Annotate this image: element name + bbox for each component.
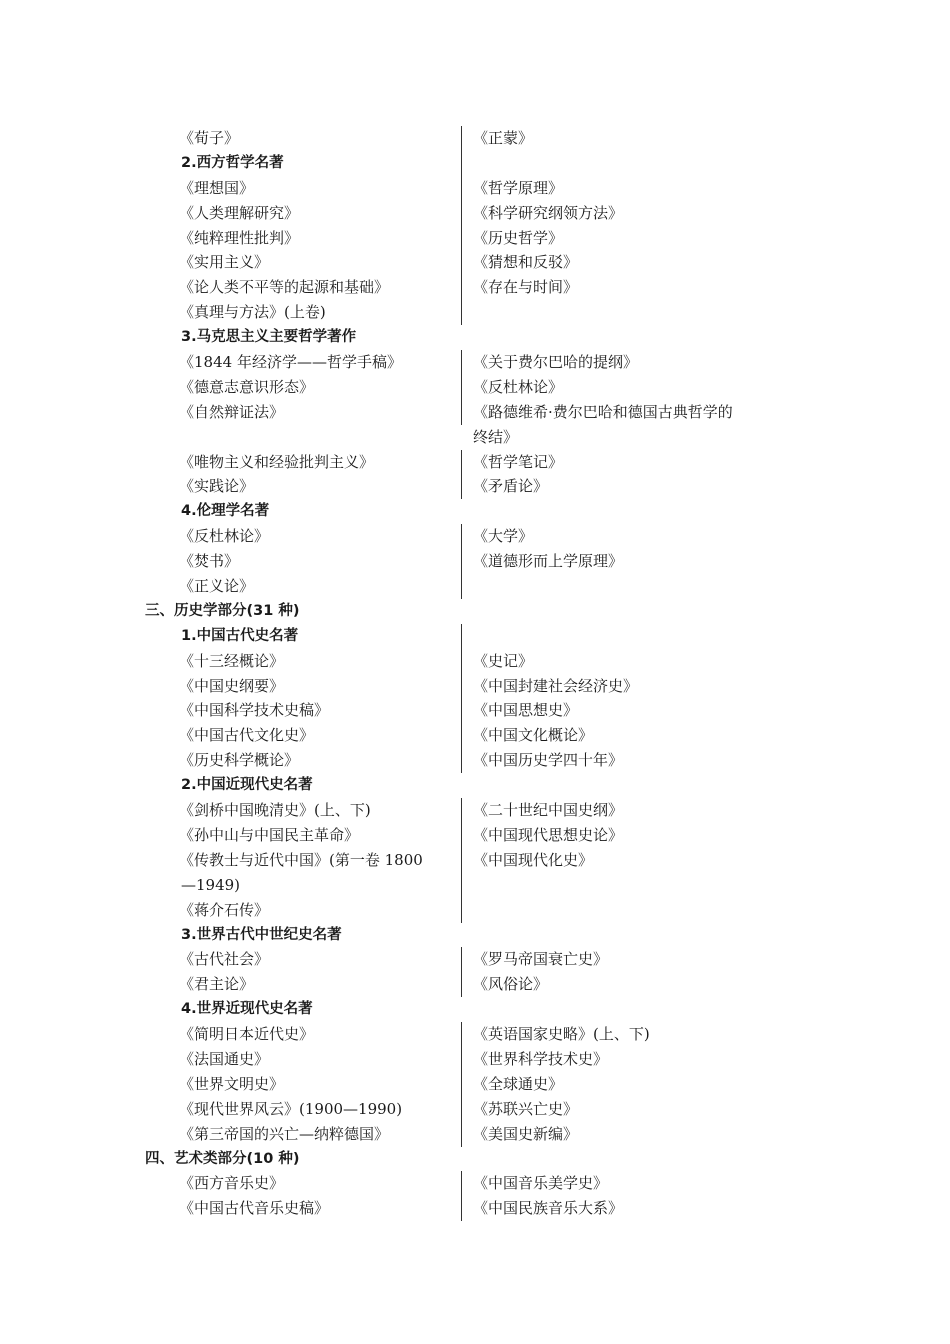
book-title-right: 《反杜林论》 xyxy=(473,377,564,396)
book-title-left: 《现代世界风云》(1900—1990) xyxy=(179,1099,403,1118)
book-title-left: 《蒋介石传》 xyxy=(179,900,270,919)
book-title-left: 《荀子》 xyxy=(179,129,240,147)
book-title-left: 《第三帝国的兴亡—纳粹德国》 xyxy=(179,1124,390,1143)
column-divider xyxy=(461,250,462,275)
column-divider xyxy=(461,723,462,748)
book-title-right: 《哲学原理》 xyxy=(473,178,564,197)
list-row xyxy=(0,1147,950,1172)
book-title-right: 《世界科学技术史》 xyxy=(473,1049,609,1068)
book-title-right: 《英语国家史略》(上、下) xyxy=(473,1025,650,1044)
section-heading: 四、艺术类部分(10 种) xyxy=(145,1150,300,1167)
list-row xyxy=(0,549,950,574)
column-divider xyxy=(461,176,462,201)
book-title-left: 《君主论》 xyxy=(179,975,255,994)
book-title-right: 《矛盾论》 xyxy=(473,477,549,496)
list-row xyxy=(0,823,950,848)
column-divider xyxy=(461,201,462,226)
column-divider xyxy=(461,898,462,923)
list-row xyxy=(0,474,950,499)
book-title-right: 《中国现代化史》 xyxy=(473,850,594,869)
book-title-right: 《存在与时间》 xyxy=(473,278,579,297)
book-title-left: 《唯物主义和经验批判主义》 xyxy=(179,452,375,471)
book-title-left: 《实用主义》 xyxy=(179,253,270,272)
column-divider xyxy=(461,1122,462,1147)
list-row xyxy=(0,723,950,748)
column-divider xyxy=(461,524,462,549)
list-row xyxy=(0,425,950,450)
list-row xyxy=(0,972,950,997)
list-row xyxy=(0,997,950,1022)
column-divider xyxy=(461,674,462,699)
list-row xyxy=(0,499,950,524)
list-row xyxy=(0,1196,950,1221)
book-title-right: 《美国史新编》 xyxy=(473,1124,579,1143)
book-title-left: 《理想国》 xyxy=(179,178,255,197)
list-row xyxy=(0,250,950,275)
list-row xyxy=(0,350,950,375)
list-row xyxy=(0,574,950,599)
book-title-left: 《中国史纲要》 xyxy=(179,676,285,695)
book-title-left: 《中国古代音乐史稿》 xyxy=(179,1199,330,1218)
book-title-right: 《历史哲学》 xyxy=(473,228,564,247)
book-title-right: 《中国文化概论》 xyxy=(473,726,594,745)
column-divider xyxy=(461,972,462,997)
book-title-right: 《中国现代思想史论》 xyxy=(473,825,624,844)
list-row xyxy=(0,773,950,798)
book-title-left: —1949) xyxy=(181,875,241,894)
book-title-left: 《人类理解研究》 xyxy=(179,203,300,222)
book-title-right: 《科学研究纲领方法》 xyxy=(473,203,624,222)
book-title-right: 《关于费尔巴哈的提纲》 xyxy=(473,353,639,372)
column-divider xyxy=(461,848,462,873)
book-title-left: 《古代社会》 xyxy=(179,950,270,969)
list-row xyxy=(0,923,950,948)
list-row xyxy=(0,898,950,923)
column-divider xyxy=(461,1097,462,1122)
list-row xyxy=(0,624,950,649)
book-title-left: 《简明日本近代史》 xyxy=(179,1025,315,1044)
column-divider xyxy=(461,450,462,475)
list-row xyxy=(0,674,950,699)
list-row xyxy=(0,524,950,549)
book-title-right: 《罗马帝国衰亡史》 xyxy=(473,950,609,969)
list-row xyxy=(0,798,950,823)
subsection-heading: 4.世界近现代史名著 xyxy=(181,1001,313,1018)
book-title-left: 《实践论》 xyxy=(179,477,255,496)
book-title-left: 《法国通史》 xyxy=(179,1049,270,1068)
list-row xyxy=(0,226,950,251)
book-title-left: 《十三经概论》 xyxy=(179,651,285,670)
column-divider xyxy=(461,474,462,499)
list-row xyxy=(0,275,950,300)
book-title-left: 《传教士与近代中国》(第一卷 1800 xyxy=(179,850,423,869)
book-title-right: 《道德形而上学原理》 xyxy=(473,552,624,571)
list-row xyxy=(0,1171,950,1196)
book-title-left: 《孙中山与中国民主革命》 xyxy=(179,825,360,844)
column-divider xyxy=(461,300,462,325)
list-row xyxy=(0,947,950,972)
column-divider xyxy=(461,1196,462,1221)
list-row xyxy=(0,649,950,674)
subsection-heading: 1.中国古代史名著 xyxy=(181,627,299,644)
column-divider xyxy=(461,549,462,574)
book-title-left: 《世界文明史》 xyxy=(179,1074,285,1093)
book-title-left: 《反杜林论》 xyxy=(179,527,270,546)
book-title-left: 《1844 年经济学——哲学手稿》 xyxy=(179,353,402,372)
document-body xyxy=(0,126,950,1221)
subsection-heading: 3.世界古代中世纪史名著 xyxy=(181,926,342,943)
book-title-right: 《二十世纪中国史纲》 xyxy=(473,801,624,820)
book-title-right: 《风俗论》 xyxy=(473,975,549,994)
column-divider xyxy=(461,649,462,674)
book-title-left: 《西方音乐史》 xyxy=(179,1174,285,1193)
list-row xyxy=(0,325,950,350)
book-title-left: 《真理与方法》(上卷) xyxy=(179,303,326,322)
column-divider xyxy=(461,350,462,375)
list-row xyxy=(0,201,950,226)
book-title-right: 《正蒙》 xyxy=(473,129,534,147)
book-title-right: 终结》 xyxy=(473,427,519,446)
column-divider xyxy=(461,1022,462,1047)
list-row xyxy=(0,1122,950,1147)
column-divider xyxy=(461,126,462,151)
column-divider xyxy=(461,226,462,251)
book-title-right: 《史记》 xyxy=(473,651,534,670)
list-row xyxy=(0,1072,950,1097)
column-divider xyxy=(461,275,462,300)
column-divider xyxy=(461,400,462,425)
list-row xyxy=(0,1022,950,1047)
list-row xyxy=(0,400,950,425)
book-title-left: 《纯粹理性批判》 xyxy=(179,228,300,247)
book-title-right: 《中国封建社会经济史》 xyxy=(473,676,639,695)
list-row xyxy=(0,1097,950,1122)
column-divider xyxy=(461,1072,462,1097)
book-title-left: 《历史科学概论》 xyxy=(179,751,300,770)
book-title-left: 《正义论》 xyxy=(179,577,255,596)
book-title-left: 《论人类不平等的起源和基础》 xyxy=(179,278,390,297)
book-title-left: 《剑桥中国晚清史》(上、下) xyxy=(179,801,371,820)
list-row xyxy=(0,375,950,400)
book-title-right: 《中国思想史》 xyxy=(473,701,579,720)
book-title-left: 《德意志意识形态》 xyxy=(179,377,315,396)
list-row xyxy=(0,176,950,201)
column-divider xyxy=(461,823,462,848)
section-heading: 三、历史学部分(31 种) xyxy=(145,602,300,619)
book-title-right: 《全球通史》 xyxy=(473,1074,564,1093)
list-row xyxy=(0,151,950,176)
book-title-right: 《中国历史学四十年》 xyxy=(473,751,624,770)
subsection-heading: 4.伦理学名著 xyxy=(181,503,270,520)
list-row xyxy=(0,698,950,723)
book-title-right: 《中国民族音乐大系》 xyxy=(473,1199,624,1218)
list-row xyxy=(0,450,950,475)
list-row xyxy=(0,748,950,773)
column-divider xyxy=(461,574,462,599)
column-divider xyxy=(461,748,462,773)
book-title-right: 《中国音乐美学史》 xyxy=(473,1174,609,1193)
column-divider xyxy=(461,947,462,972)
list-row xyxy=(0,300,950,325)
list-row xyxy=(0,873,950,898)
list-row xyxy=(0,599,950,624)
column-divider xyxy=(461,1047,462,1072)
column-divider xyxy=(461,873,462,898)
column-divider xyxy=(461,698,462,723)
book-title-left: 《中国古代文化史》 xyxy=(179,726,315,745)
list-row xyxy=(0,1047,950,1072)
book-title-left: 《焚书》 xyxy=(179,552,240,571)
book-title-right: 《猜想和反驳》 xyxy=(473,253,579,272)
list-row xyxy=(0,126,950,151)
book-title-left: 《自然辩证法》 xyxy=(179,402,285,421)
book-title-right: 《路德维希·费尔巴哈和德国古典哲学的 xyxy=(473,402,733,421)
subsection-heading: 3.马克思主义主要哲学著作 xyxy=(181,329,357,346)
list-row xyxy=(0,848,950,873)
subsection-heading: 2.中国近现代史名著 xyxy=(181,777,313,794)
book-title-right: 《大学》 xyxy=(473,527,534,546)
subsection-heading: 2.西方哲学名著 xyxy=(181,154,284,171)
column-divider xyxy=(461,798,462,823)
column-divider xyxy=(461,1171,462,1196)
column-divider xyxy=(461,624,462,649)
column-divider xyxy=(461,151,462,176)
book-title-right: 《哲学笔记》 xyxy=(473,452,564,471)
book-title-right: 《苏联兴亡史》 xyxy=(473,1099,579,1118)
column-divider xyxy=(461,375,462,400)
book-title-left: 《中国科学技术史稿》 xyxy=(179,701,330,720)
